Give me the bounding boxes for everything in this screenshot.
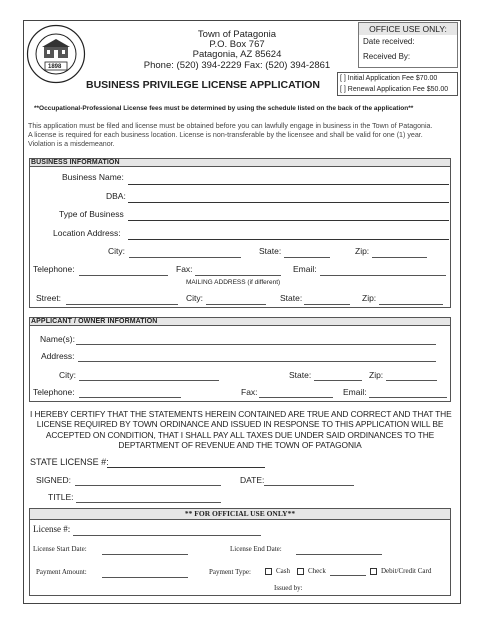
applicant-zip-field[interactable] bbox=[386, 380, 437, 381]
applicant-fax-field[interactable] bbox=[259, 397, 333, 398]
mailing-state-field[interactable] bbox=[304, 304, 350, 305]
certify-line-3: ACCEPTED ON CONDITION, THAT I SHALL PAY ALL TAXES DUE UNDER SAID ORDINANCES TO THE bbox=[45, 430, 435, 440]
certify-line-4: DEPTARTMENT OF REVENUE AND THE TOWN OF PATAGONIA bbox=[118, 440, 362, 450]
email-field[interactable] bbox=[320, 275, 446, 276]
po-box: P.O. Box 767 bbox=[209, 39, 265, 50]
mailing-city-field[interactable] bbox=[206, 304, 266, 305]
payment-type-label: Payment Type: bbox=[209, 568, 251, 576]
location-address-field[interactable] bbox=[128, 239, 449, 240]
business-info-title: BUSINESS INFORMATION bbox=[31, 159, 120, 166]
city-field[interactable] bbox=[129, 257, 241, 258]
renewal-fee[interactable]: [ ] Renewal Application Fee $50.00 bbox=[340, 86, 449, 93]
end-date-field[interactable] bbox=[296, 554, 382, 555]
applicant-info-title: APPLICANT / OWNER INFORMATION bbox=[31, 318, 158, 325]
city-label: City: bbox=[108, 246, 125, 256]
initial-fee[interactable]: [ ] Initial Application Fee $70.00 bbox=[340, 75, 438, 82]
dba-label: DBA: bbox=[106, 191, 126, 201]
dba-field[interactable] bbox=[128, 202, 449, 203]
zip-field[interactable] bbox=[372, 257, 427, 258]
applicant-telephone-field[interactable] bbox=[79, 397, 181, 398]
names-field[interactable] bbox=[76, 344, 436, 345]
applicant-zip-label: Zip: bbox=[369, 370, 384, 380]
payment-amount-label: Payment Amount: bbox=[36, 568, 87, 576]
license-no-label: License #: bbox=[33, 524, 71, 534]
check-label: Check bbox=[308, 567, 326, 575]
applicant-email-field[interactable] bbox=[369, 397, 447, 398]
certify-line-2: LICENSE REQUIRED BY TOWN ORDINANCE AND ISSUED IN RESPONSE TO THIS APPLICATION WILL BE bbox=[36, 419, 444, 429]
intro-line-2: A license is required for each business location. License is non-transferable by the licensee and shall be valid for one (1) year. bbox=[28, 131, 423, 139]
cash-checkbox[interactable] bbox=[265, 568, 272, 575]
mailing-state-label: State: bbox=[280, 293, 303, 303]
start-date-field[interactable] bbox=[102, 554, 188, 555]
cash-label: Cash bbox=[276, 567, 290, 575]
state-license-label: STATE LICENSE #: bbox=[30, 457, 109, 467]
intro-line-1: This application must be filed and license must be obtained before you can lawfully engage in business in the Town of Patagonia. bbox=[28, 122, 433, 130]
title-label: TITLE: bbox=[48, 492, 74, 502]
applicant-email-label: Email: bbox=[343, 387, 367, 397]
telephone-field[interactable] bbox=[79, 275, 168, 276]
applicant-city-field[interactable] bbox=[79, 380, 219, 381]
type-of-business-label: Type of Business bbox=[59, 209, 124, 219]
state-license-field[interactable] bbox=[107, 467, 265, 468]
debit-checkbox[interactable] bbox=[370, 568, 377, 575]
phone-fax: Phone: (520) 394-2229 Fax: (520) 394-2861 bbox=[143, 60, 331, 71]
title-field[interactable] bbox=[76, 502, 221, 503]
certify-line-1: I HEREBY CERTIFY THAT THE STATEMENTS HEREIN CONTAINED ARE TRUE AND CORRECT AND THAT THE bbox=[30, 409, 452, 419]
received-by-label: Received By: bbox=[363, 52, 411, 61]
license-no-field[interactable] bbox=[73, 535, 261, 536]
zip-label: Zip: bbox=[355, 246, 370, 256]
mailing-city-label: City: bbox=[186, 293, 203, 303]
applicant-state-label: State: bbox=[289, 370, 312, 380]
business-name-field[interactable] bbox=[128, 184, 449, 185]
town-name: Town of Patagonia bbox=[197, 29, 277, 40]
applicant-city-label: City: bbox=[59, 370, 76, 380]
signed-label: SIGNED: bbox=[36, 475, 71, 485]
issued-by-label: Issued by: bbox=[274, 584, 303, 592]
debit-label: Debit/Credit Card bbox=[381, 567, 432, 575]
state-label: State: bbox=[259, 246, 282, 256]
applicant-address-label: Address: bbox=[41, 351, 75, 361]
telephone-label: Telephone: bbox=[33, 264, 75, 274]
form-title: BUSINESS PRIVILEGE LICENSE APPLICATION bbox=[86, 79, 320, 91]
fax-field[interactable] bbox=[195, 275, 281, 276]
applicant-address-field[interactable] bbox=[78, 361, 436, 362]
payment-amount-field[interactable] bbox=[102, 577, 188, 578]
applicant-info-frame bbox=[29, 326, 451, 402]
signed-field[interactable] bbox=[75, 485, 221, 486]
location-address-label: Location Address: bbox=[53, 228, 121, 238]
email-label: Email: bbox=[293, 264, 317, 274]
start-date-label: License Start Date: bbox=[33, 545, 87, 553]
names-label: Name(s): bbox=[40, 334, 75, 344]
check-checkbox[interactable] bbox=[297, 568, 304, 575]
office-use-title: OFFICE USE ONLY: bbox=[369, 24, 447, 34]
applicant-state-field[interactable] bbox=[314, 380, 362, 381]
applicant-fax-label: Fax: bbox=[241, 387, 258, 397]
type-of-business-field[interactable] bbox=[128, 220, 449, 221]
street-field[interactable] bbox=[66, 304, 178, 305]
date-received-label: Date received: bbox=[363, 37, 415, 46]
seal-year: 1898 bbox=[48, 64, 62, 70]
check-number-field[interactable] bbox=[330, 575, 366, 576]
official-use-header: ** FOR OFFICIAL USE ONLY** bbox=[184, 509, 296, 518]
city-state: Patagonia, AZ 85624 bbox=[192, 49, 282, 60]
mailing-address-label: MAILING ADDRESS (if different) bbox=[186, 279, 281, 286]
date-label: DATE: bbox=[240, 475, 265, 485]
fee-notice: **Occupational-Professional License fees must be determined by using the schedule listed on the back of the application** bbox=[34, 105, 414, 112]
end-date-label: License End Date: bbox=[230, 545, 282, 553]
state-field[interactable] bbox=[284, 257, 330, 258]
applicant-telephone-label: Telephone: bbox=[33, 387, 75, 397]
mailing-zip-label: Zip: bbox=[362, 293, 377, 303]
street-label: Street: bbox=[36, 293, 62, 303]
date-field[interactable] bbox=[264, 485, 354, 486]
town-seal bbox=[26, 24, 86, 84]
intro-line-3: Violation is a misdemeanor. bbox=[28, 140, 115, 148]
business-name-label: Business Name: bbox=[62, 172, 124, 182]
fax-label: Fax: bbox=[176, 264, 193, 274]
mailing-zip-field[interactable] bbox=[379, 304, 443, 305]
